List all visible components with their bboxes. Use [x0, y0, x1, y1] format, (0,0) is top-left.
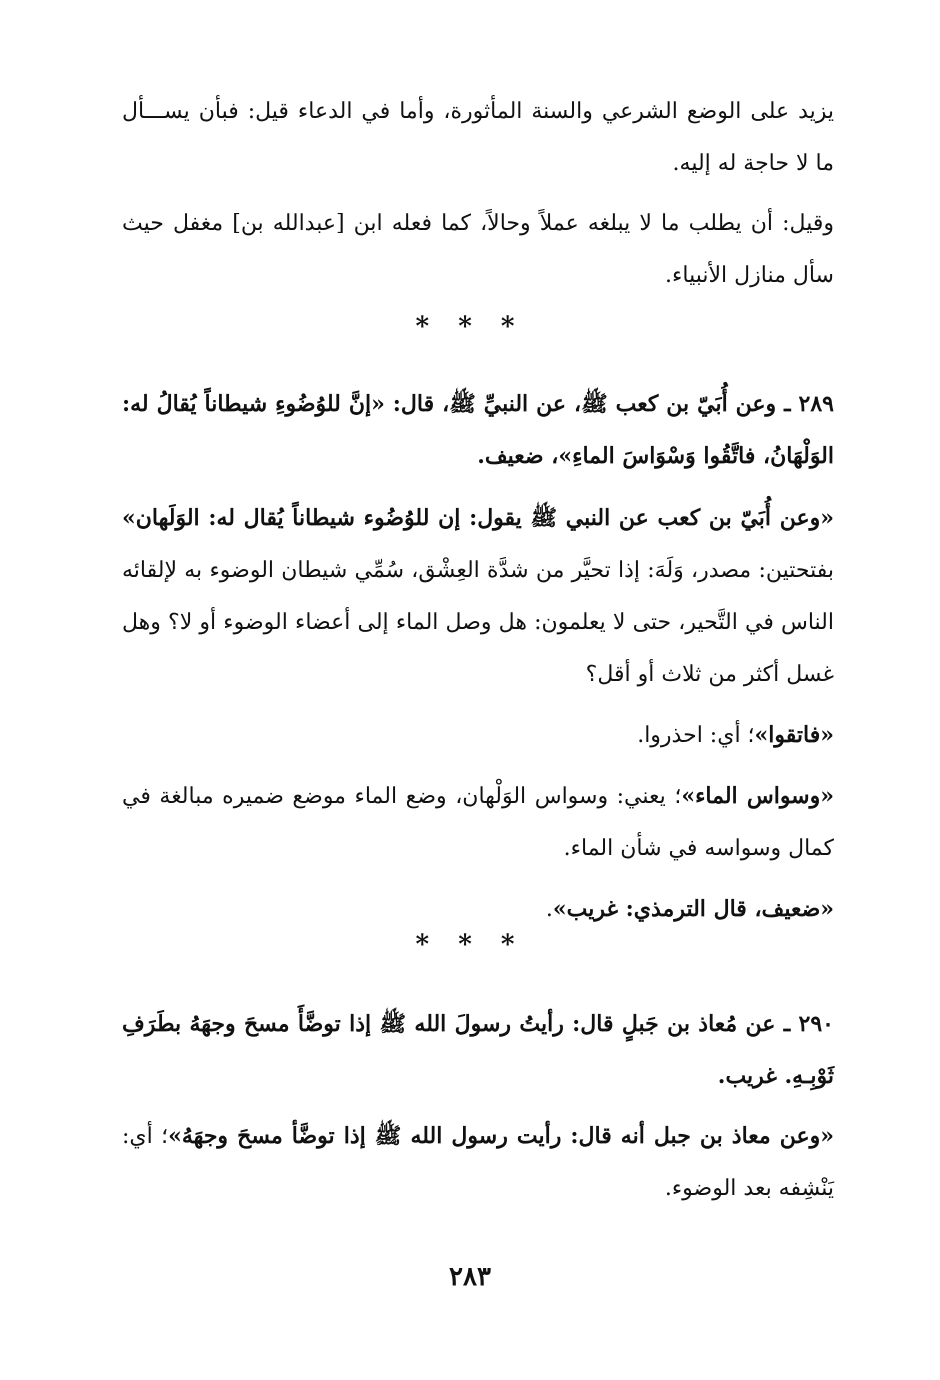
- explanation-text: .: [545, 897, 553, 922]
- paragraph: وقيل: أن يطلب ما لا يبلغه عملاً وحالاً، كما فعله ابن [عبدالله بن] مغفل حيث سأل منازل الأنبياء.: [122, 211, 834, 288]
- quoted-text: «وعن أُبَيّ بن كعب عن النبي ﷺ يقول: إن للوُضُوء شيطاناً يُقال له: الوَلَهان»: [122, 505, 834, 531]
- paragraph: [122, 770, 834, 875]
- explanation-text: ؛ أي: يَنْشِفه بعد الوضوء.: [122, 1124, 834, 1201]
- quoted-text: «وسواس الماء»: [681, 783, 834, 809]
- hadith-289: [122, 378, 834, 482]
- commentary-289: [122, 492, 834, 936]
- paragraph: [122, 883, 834, 936]
- quoted-text: «فاتقوا»: [754, 722, 834, 748]
- explanation-text: ؛ أي: احذروا.: [637, 723, 755, 748]
- hadith-290: [122, 998, 834, 1102]
- hadith-text: ٢٩٠ ـ عن مُعاذ بن جَبلٍ قال: رأيتُ رسولَ الله ﷺ إذا توضَّأَ مسحَ وجهَهُ بطَرَفِ ثَوْبِـهِ. غريب.: [122, 1011, 834, 1089]
- commentary-290: [122, 1110, 834, 1215]
- paragraph: [122, 709, 834, 762]
- paragraph: [122, 1110, 834, 1215]
- paragraph: يزيد على الوضع الشرعي والسنة المأثورة، وأما في الدعاء قيل: فبأن يســـأل ما لا حاجة له إليه.: [122, 99, 834, 176]
- hadith-text: ٢٨٩ ـ وعن أُبَيّ بن كعب ﷺ، عن النبيِّ ﷺ، قال: «إنَّ للوُضُوءِ شيطاناً يُقالُ له: الوَلْهَانُ، فاتَّقُوا وَسْوَاسَ الماءِ»، ضعيف.: [122, 391, 834, 469]
- continued-commentary: [122, 86, 834, 302]
- section-separator: * * *: [415, 930, 525, 960]
- quoted-text: «وعن معاذ بن جبل أنه قال: رأيت رسول الله ﷺ إذا توضَّأ مسحَ وجهَهُ»: [168, 1123, 834, 1149]
- explanation-text: بفتحتين: مصدر، وَلَهَ: إذا تحيَّر من شدَّة العِشْق، سُمِّي شيطان الوضوء به لإلقائه الناس في التَّحير، حتى لا يعلمون: هل وصل الماء إلى أعضاء الوضوء أو لا؟ وهل غسل أكثر من ثلاث أو أقل؟: [122, 558, 834, 687]
- explanation-text: ؛ يعني: وسواس الوَلْهان، وضع الماء موضع ضميره مبالغة في كمال وسواسه في شأن الماء.: [122, 784, 834, 861]
- paragraph: [122, 492, 834, 701]
- page-number: ٢٨٣: [449, 1262, 491, 1292]
- section-separator: * * *: [415, 312, 525, 342]
- quoted-text: «ضعيف، قال الترمذي: غريب»: [552, 896, 834, 922]
